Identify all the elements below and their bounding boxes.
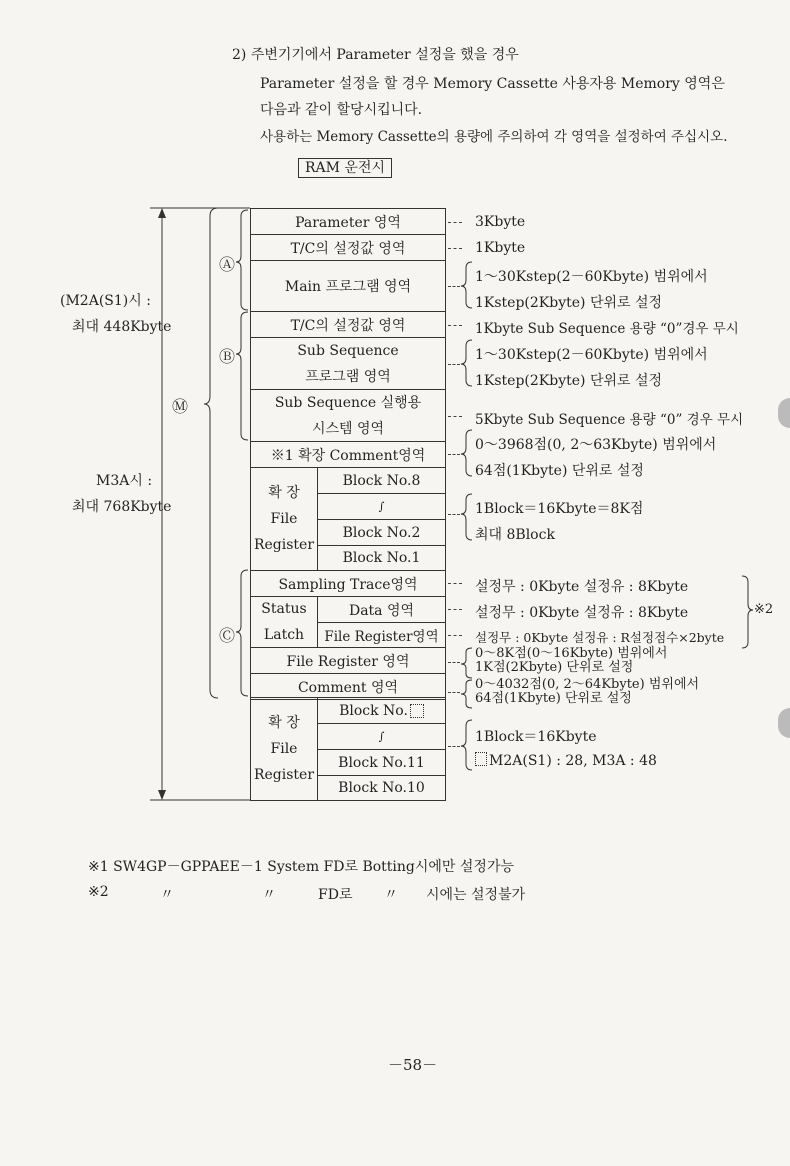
note-sampling: 설정무 : 0Kbyte 설정유 : 8Kbyte [475, 579, 689, 595]
note-sub-1: 1～30Kstep(2－60Kbyte) 범위에서 [475, 347, 708, 363]
note-main-1: 1～30Kstep(2－60Kbyte) 범위에서 [475, 269, 708, 285]
main-program-area: Main 프로그램 영역 [250, 260, 446, 312]
intro-line-1: Parameter 설정을 할 경우 Memory Cassette 사용자용 Memory 영역은 [260, 76, 725, 92]
section-heading: 2) 주변기기에서 Parameter 설정을 했을 경우 [232, 47, 519, 63]
group-m-label: Ⓜ [172, 397, 189, 416]
footnote-2-end: 시에는 설정불가 [426, 887, 526, 903]
footnote-2-ditto-3: 〃 [384, 887, 398, 903]
note-comment-1: 0～3968점(0, 2～63Kbyte) 범위에서 [475, 437, 717, 453]
block-no-1: Block No.1 [317, 545, 446, 571]
note-system: 5Kbyte Sub Sequence 용량 “0” 경우 무시 [475, 412, 744, 428]
leader [448, 662, 460, 663]
leader [448, 514, 460, 515]
leader [448, 692, 460, 693]
note-comment-2: 64점(1Kbyte) 단위로 설정 [475, 463, 644, 479]
m2a-label: (M2A(S1)시 : [60, 293, 151, 309]
note-fr-1: 0～8K점(0～16Kbyte) 범위에서 [475, 646, 668, 661]
note-block-2: 최대 8Block [475, 527, 555, 543]
tc-setting-area-1: T/C의 설정값 영역 [250, 234, 446, 261]
m3a-label: M3A시 : [96, 473, 153, 489]
note-data: 설정무 : 0Kbyte 설정유 : 8Kbyte [475, 605, 689, 621]
block-no-11: Block No.11 [317, 749, 446, 776]
binder-ring [778, 708, 790, 738]
ext-file-register-label: 확 장 File Register [250, 467, 318, 571]
leader [448, 364, 460, 365]
note-mark-2: ※2 [754, 602, 774, 617]
group-c-label: Ⓒ [219, 626, 236, 645]
sampling-trace-area: Sampling Trace영역 [250, 570, 446, 597]
ram-label: RAM 운전시 [298, 158, 392, 178]
footnote-2-mark: ※2 [88, 884, 109, 900]
block-ellipsis-2: ∫ [317, 723, 446, 750]
blank-box-icon [475, 752, 487, 766]
sub-sequence-system-area: Sub Sequence 실행용 시스템 영역 [250, 389, 446, 442]
leader [448, 746, 460, 747]
intro-line-2: 다음과 같이 할당시킵니다. [260, 102, 423, 118]
leader [448, 583, 462, 584]
note-tc2: 1Kbyte Sub Sequence 용량 “0”경우 무시 [475, 321, 739, 337]
note-tc1: 1Kbyte [475, 240, 526, 256]
sub-sequence-program-area: Sub Sequence 프로그램 영역 [250, 337, 446, 390]
binder-ring [778, 398, 790, 428]
block-no-8: Block No.8 [317, 467, 446, 494]
note-cm-2: 64점(1Kbyte) 단위로 설정 [475, 691, 632, 706]
group-a-label: Ⓐ [219, 255, 236, 274]
block-ellipsis: ∫ [317, 493, 446, 520]
note-file-register-latch: 설정무 : 0Kbyte 설정유 : R설정점수×2byte [475, 630, 725, 645]
comment-region: Comment 영역 [250, 673, 446, 700]
page-number: －58－ [388, 1056, 438, 1074]
data-area: Data 영역 [317, 596, 446, 623]
footnote-2-fd: FD로 [318, 887, 353, 903]
note-parameter: 3Kbyte [475, 214, 526, 230]
block-no-box: Block No. [317, 697, 446, 724]
note-block2-1: 1Block＝16Kbyte [475, 729, 597, 745]
group-b-label: Ⓑ [219, 347, 236, 366]
leader [448, 248, 462, 249]
status-latch-label: Status Latch [250, 596, 318, 648]
note-fr-2: 1K점(2Kbyte) 단위로 설정 [475, 660, 634, 675]
file-register-latch-area: File Register영역 [317, 622, 446, 648]
intro-line-3: 사용하는 Memory Cassette의 용량에 주의하여 각 영역을 설정하여 주십시오. [260, 129, 728, 145]
leader [448, 609, 462, 610]
note-cm-1: 0～4032점(0, 2～64Kbyte) 범위에서 [475, 677, 700, 692]
note-block2-2: M2A(S1) : 28, M3A : 48 [475, 752, 657, 769]
footnote-2-ditto-2: 〃 [262, 887, 276, 903]
tc-setting-area-2: T/C의 설정값 영역 [250, 311, 446, 338]
note-main-2: 1Kstep(2Kbyte) 단위로 설정 [475, 295, 663, 311]
leader [448, 222, 462, 223]
m2a-max: 최대 448Kbyte [72, 319, 172, 335]
leader [448, 286, 460, 287]
footnote-2-ditto-1: 〃 [160, 887, 174, 903]
block-no-2: Block No.2 [317, 519, 446, 546]
note-sub-2: 1Kstep(2Kbyte) 단위로 설정 [475, 373, 663, 389]
leader [448, 416, 462, 417]
leader [448, 325, 462, 326]
block-no-10: Block No.10 [317, 775, 446, 801]
leader [448, 635, 462, 636]
extended-comment-area: ※1 확장 Comment영역 [250, 441, 446, 468]
blank-box-icon [410, 704, 424, 718]
note-block-1: 1Block＝16Kbyte＝8K점 [475, 501, 644, 517]
file-register-region: File Register 영역 [250, 647, 446, 674]
ext-file-register-label-2: 확 장 File Register [250, 697, 318, 801]
footnote-1: ※1 SW4GP－GPPAEE－1 System FD로 Botting시에만 설정가능 [88, 859, 515, 875]
m3a-max: 최대 768Kbyte [72, 499, 172, 515]
parameter-area: Parameter 영역 [250, 208, 446, 235]
leader [448, 454, 460, 455]
